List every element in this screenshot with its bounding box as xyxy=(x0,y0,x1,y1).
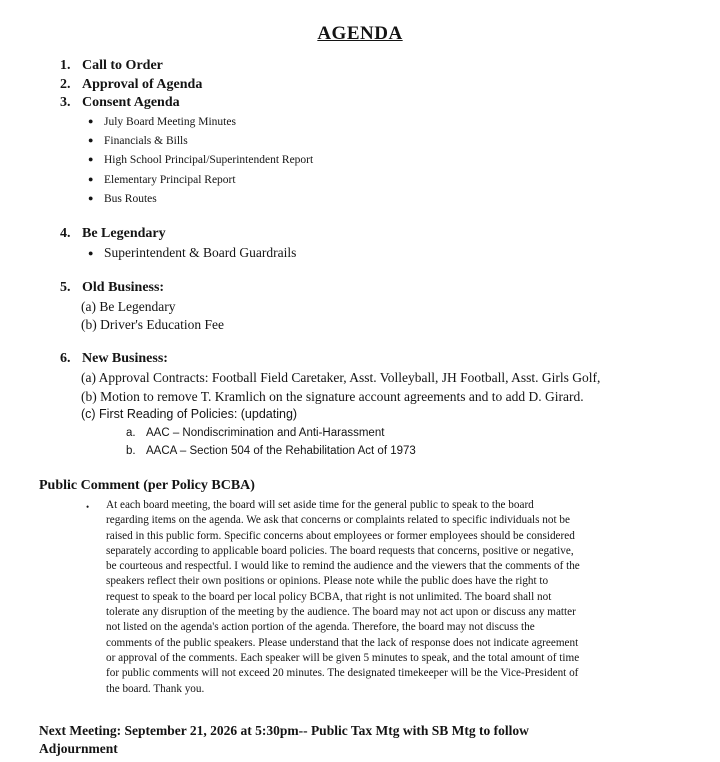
bullet-icon: ● xyxy=(88,174,94,184)
list-item: ● Elementary Principal Report xyxy=(88,174,236,186)
item-number: 4. xyxy=(60,226,71,241)
item-number: 6. xyxy=(60,351,71,366)
agenda-item xyxy=(60,58,163,74)
public-comment-heading: Public Comment (per Policy BCBA) xyxy=(39,478,255,493)
list-item: ● July Board Meeting Minutes xyxy=(88,116,236,128)
item-number: 3. xyxy=(60,95,71,110)
adjournment: Adjournment xyxy=(39,741,118,756)
item-label: Call to Order xyxy=(82,58,163,73)
new-business-item: (c) First Reading of Policies: (updating) xyxy=(81,407,298,421)
page-title: AGENDA xyxy=(317,23,403,44)
item-number: 2. xyxy=(60,77,71,92)
new-business-item: (b) Motion to remove T. Kramlich on the signature account agreements and to add D. Girard. xyxy=(81,389,584,404)
public-comment-paragraph: At each board meeting, the board will set aside time for the general public to speak to the board regarding items on the agenda. We ask that concerns or complaints related to specific individuals not be raised in this public form. Specific concerns about employees or former employees should be considered separately according to applicable board policies. The board requests that concerns, positive or negative, be courteous and respectful. I would like to remind the audience and the viewers that the comments of the speakers reflect their own positions or opinions. Please note while the public does have the right to request to speak to the board per local policy BCBA, that right is not unlimited. The board shall not tolerate any disruption of the meeting by the audience. The board may not act upon or discuss any matter not listed on the agenda's action portion of the agenda. Therefore, the board may not discuss the comments of the public speakers. Please understand that the lack of response does not indicate agreement or approval of the comments. Each speaker will be given 5 minutes to speak, and the total amount of time for public comments will not exceed 20 minutes. The designated timekeeper will be the Vice-President of the board. Thank you. xyxy=(106,499,580,695)
item-number: 1. xyxy=(60,58,71,73)
item-label: Approval of Agenda xyxy=(82,77,203,92)
agenda-item xyxy=(60,280,164,296)
old-business-item: (b) Driver's Education Fee xyxy=(81,317,225,332)
item-label: New Business: xyxy=(82,351,168,366)
list-item: ● Bus Routes xyxy=(88,193,157,205)
old-business-item: (a) Be Legendary xyxy=(81,299,176,314)
agenda-item xyxy=(60,351,168,367)
agenda-item xyxy=(60,226,166,242)
bullet-icon: ● xyxy=(88,135,94,145)
bullet-icon: ● xyxy=(88,116,94,126)
bullet-icon: ● xyxy=(88,248,94,258)
item-label: Old Business: xyxy=(82,280,165,295)
item-label: Be Legendary xyxy=(82,226,166,241)
policy-item: a. AAC – Nondiscrimination and Anti-Harassment xyxy=(126,427,385,439)
new-business-item: (a) Approval Contracts: Football Field Caretaker, Asst. Volleyball, JH Football, Asst. Girls Golf, xyxy=(81,370,601,385)
list-item: ● High School Principal/Superintendent Report xyxy=(88,154,314,166)
item-number: 5. xyxy=(60,280,71,295)
agenda-item xyxy=(60,77,202,93)
list-item: ● Superintendent & Board Guardrails xyxy=(88,245,297,260)
item-label: Consent Agenda xyxy=(82,95,180,110)
policy-item: b. AACA – Section 504 of the Rehabilitation Act of 1973 xyxy=(126,445,416,457)
agenda-item xyxy=(60,95,180,111)
bullet-icon: • xyxy=(86,502,90,512)
bullet-icon: ● xyxy=(88,154,94,164)
list-item: ● Financials & Bills xyxy=(88,135,188,147)
next-meeting: Next Meeting: September 21, 2026 at 5:30pm-- Public Tax Mtg with SB Mtg to follow xyxy=(39,723,529,738)
bullet-icon: ● xyxy=(88,193,94,203)
